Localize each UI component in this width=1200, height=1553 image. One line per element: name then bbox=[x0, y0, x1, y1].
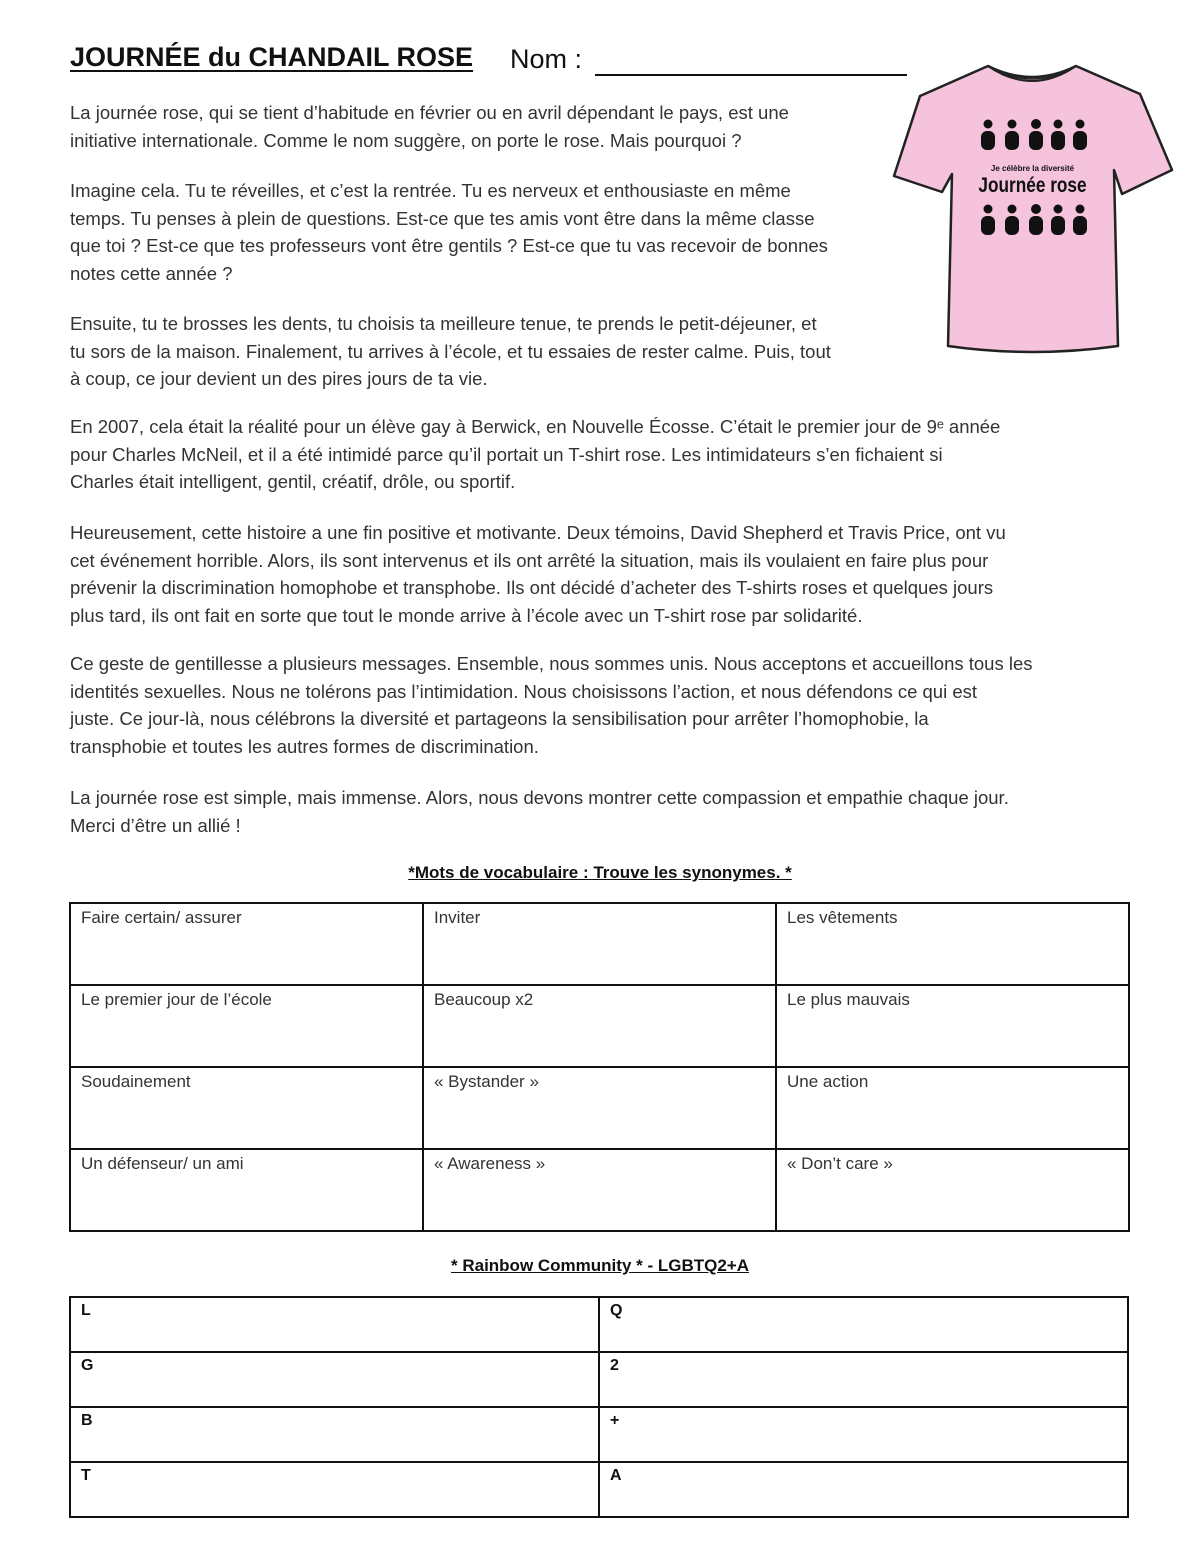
paragraph-line: cet événement horrible. Alors, ils sont intervenus et ils ont arrêté la situation, mais ils voulaient en faire plus pour bbox=[70, 549, 989, 571]
person-figure-body bbox=[1051, 131, 1065, 150]
paragraph bbox=[70, 99, 789, 154]
table-cell[interactable]: T bbox=[70, 1462, 599, 1517]
paragraph-line: plus tard, ils ont fait en sorte que tout le monde arrive à l’école avec un T-shirt rose par solidarité. bbox=[70, 604, 863, 626]
paragraph bbox=[70, 310, 831, 393]
paragraph-line: Merci d’être un allié ! bbox=[70, 814, 241, 836]
table-row bbox=[70, 1297, 1128, 1352]
rainbow-table bbox=[69, 1296, 1129, 1518]
paragraph-line: identités sexuelles. Nous ne tolérons pas l’intimidation. Nous choisissons l’action, et nous défendons ce qui est bbox=[70, 680, 978, 702]
table-cell[interactable]: Le plus mauvais bbox=[776, 985, 1129, 1067]
paragraph-line: juste. Ce jour-là, nous célébrons la diversité et partageons la sensibilisation pour arrêter l’homophobie, la bbox=[70, 708, 929, 729]
name-blank-line[interactable] bbox=[595, 74, 907, 76]
table-cell[interactable]: Faire certain/ assurer bbox=[70, 903, 423, 985]
header bbox=[70, 42, 910, 82]
paragraph-line: initiative internationale. Comme le nom suggère, on porte le rose. Mais pourquoi ? bbox=[70, 129, 742, 151]
paragraph-line: Heureusement, cette histoire a une fin positive et motivante. Deux témoins, David Shepherd et Travis Price, ont vu bbox=[70, 522, 1006, 543]
person-figure-head bbox=[1008, 120, 1017, 129]
table-cell[interactable]: « Don’t care » bbox=[776, 1149, 1129, 1231]
table-row bbox=[70, 903, 1129, 985]
paragraph-line: pour Charles McNeil, et il a été intimidé parce qu’il portait un T-shirt rose. Les intimidateurs s’en fichaient si bbox=[70, 443, 943, 465]
person-figure-head bbox=[1031, 204, 1041, 214]
paragraph-line: tu sors de la maison. Finalement, tu arrives à l’école, et tu essaies de rester calme. Puis, tout bbox=[70, 340, 831, 362]
table-cell[interactable]: L bbox=[70, 1297, 599, 1352]
table-row bbox=[70, 1462, 1128, 1517]
person-figure-body bbox=[1005, 131, 1019, 150]
vocab-table bbox=[69, 902, 1130, 1232]
paragraph-line: Imagine cela. Tu te réveilles, et c’est la rentrée. Tu es nerveux et enthousiaste en même bbox=[70, 180, 791, 201]
paragraph-line: temps. Tu penses à plein de questions. Est-ce que tes amis vont être dans la même classe bbox=[70, 207, 815, 229]
paragraph bbox=[70, 784, 1009, 839]
paragraph bbox=[70, 650, 1033, 760]
tshirt-icon bbox=[890, 58, 1175, 356]
person-figure-head bbox=[1031, 119, 1041, 129]
page-title: JOURNÉE du CHANDAIL ROSE bbox=[70, 42, 474, 72]
table-cell[interactable]: « Bystander » bbox=[423, 1067, 776, 1149]
paragraph-line: Charles était intelligent, gentil, créatif, drôle, ou sportif. bbox=[70, 471, 516, 492]
table-cell[interactable]: Beaucoup x2 bbox=[423, 985, 776, 1067]
person-figure-body bbox=[981, 216, 995, 235]
name-label: Nom : bbox=[510, 44, 583, 74]
paragraph-line: La journée rose est simple, mais immense. Alors, nous devons montrer cette compassion et empathie chaque jour. bbox=[70, 787, 1009, 808]
person-figure-head bbox=[1076, 120, 1085, 129]
person-figure-body bbox=[1029, 216, 1043, 235]
table-row bbox=[70, 1067, 1129, 1149]
person-figure-head bbox=[984, 120, 993, 129]
tshirt-headline: Journée rose bbox=[978, 174, 1087, 197]
table-cell[interactable]: Les vêtements bbox=[776, 903, 1129, 985]
paragraph bbox=[70, 413, 1000, 496]
person-figure-body bbox=[1051, 216, 1065, 235]
person-figure-head bbox=[1008, 205, 1017, 214]
table-row bbox=[70, 985, 1129, 1067]
table-cell[interactable]: Une action bbox=[776, 1067, 1129, 1149]
table-row bbox=[70, 1149, 1129, 1231]
person-figure-head bbox=[1054, 205, 1063, 214]
person-figure-body bbox=[1029, 131, 1043, 150]
table-cell[interactable]: Inviter bbox=[423, 903, 776, 985]
table-cell[interactable]: Q bbox=[599, 1297, 1128, 1352]
table-row bbox=[70, 1407, 1128, 1462]
person-figure-body bbox=[1005, 216, 1019, 235]
table-cell[interactable]: G bbox=[70, 1352, 599, 1407]
table-cell[interactable]: 2 bbox=[599, 1352, 1128, 1407]
table-cell[interactable]: « Awareness » bbox=[423, 1149, 776, 1231]
person-figure-body bbox=[981, 131, 995, 150]
paragraph-line: notes cette année ? bbox=[70, 262, 233, 284]
person-figure-head bbox=[1054, 120, 1063, 129]
person-figure-head bbox=[984, 205, 993, 214]
table-cell[interactable]: Soudainement bbox=[70, 1067, 423, 1149]
table-cell[interactable]: A bbox=[599, 1462, 1128, 1517]
paragraph-line: Ensuite, tu te brosses les dents, tu choisis ta meilleure tenue, te prends le petit-déjeuner, et bbox=[70, 313, 817, 334]
tshirt-illustration bbox=[890, 58, 1175, 356]
table-cell[interactable]: + bbox=[599, 1407, 1128, 1462]
paragraph-line: à coup, ce jour devient un des pires jours de ta vie. bbox=[70, 368, 488, 389]
rainbow-title: * Rainbow Community * - LGBTQ2+A bbox=[451, 1256, 749, 1275]
paragraph-line: Ce geste de gentillesse a plusieurs messages. Ensemble, nous sommes unis. Nous acceptons et accueillons tous les bbox=[70, 653, 1033, 674]
vocab-title: *Mots de vocabulaire : Trouve les synonymes. * bbox=[408, 863, 792, 882]
table-cell[interactable]: Un défenseur/ un ami bbox=[70, 1149, 423, 1231]
table-cell[interactable]: Le premier jour de l’école bbox=[70, 985, 423, 1067]
paragraph bbox=[70, 519, 1006, 629]
paragraph-line: prévenir la discrimination homophobe et transphobe. Ils ont décidé d’acheter des T-shirts roses et quelques jours bbox=[70, 577, 994, 598]
table-row bbox=[70, 1352, 1128, 1407]
person-figure-body bbox=[1073, 131, 1087, 150]
paragraph-line: que toi ? Est-ce que tes professeurs vont être gentils ? Est-ce que tu vas recevoir de bonnes bbox=[70, 235, 828, 256]
person-figure-body bbox=[1073, 216, 1087, 235]
paragraph bbox=[70, 177, 828, 287]
paragraph-line: En 2007, cela était la réalité pour un élève gay à Berwick, en Nouvelle Écosse. C’était le premier jour de 9ᵉ année bbox=[70, 416, 1001, 437]
paragraph-line: La journée rose, qui se tient d’habitude en février ou en avril dépendant le pays, est une bbox=[70, 102, 789, 123]
tshirt-slogan: Je célèbre la diversité bbox=[990, 164, 1075, 173]
person-figure-head bbox=[1076, 205, 1085, 214]
paragraph-line: transphobie et toutes les autres formes de discrimination. bbox=[70, 735, 539, 757]
table-cell[interactable]: B bbox=[70, 1407, 599, 1462]
